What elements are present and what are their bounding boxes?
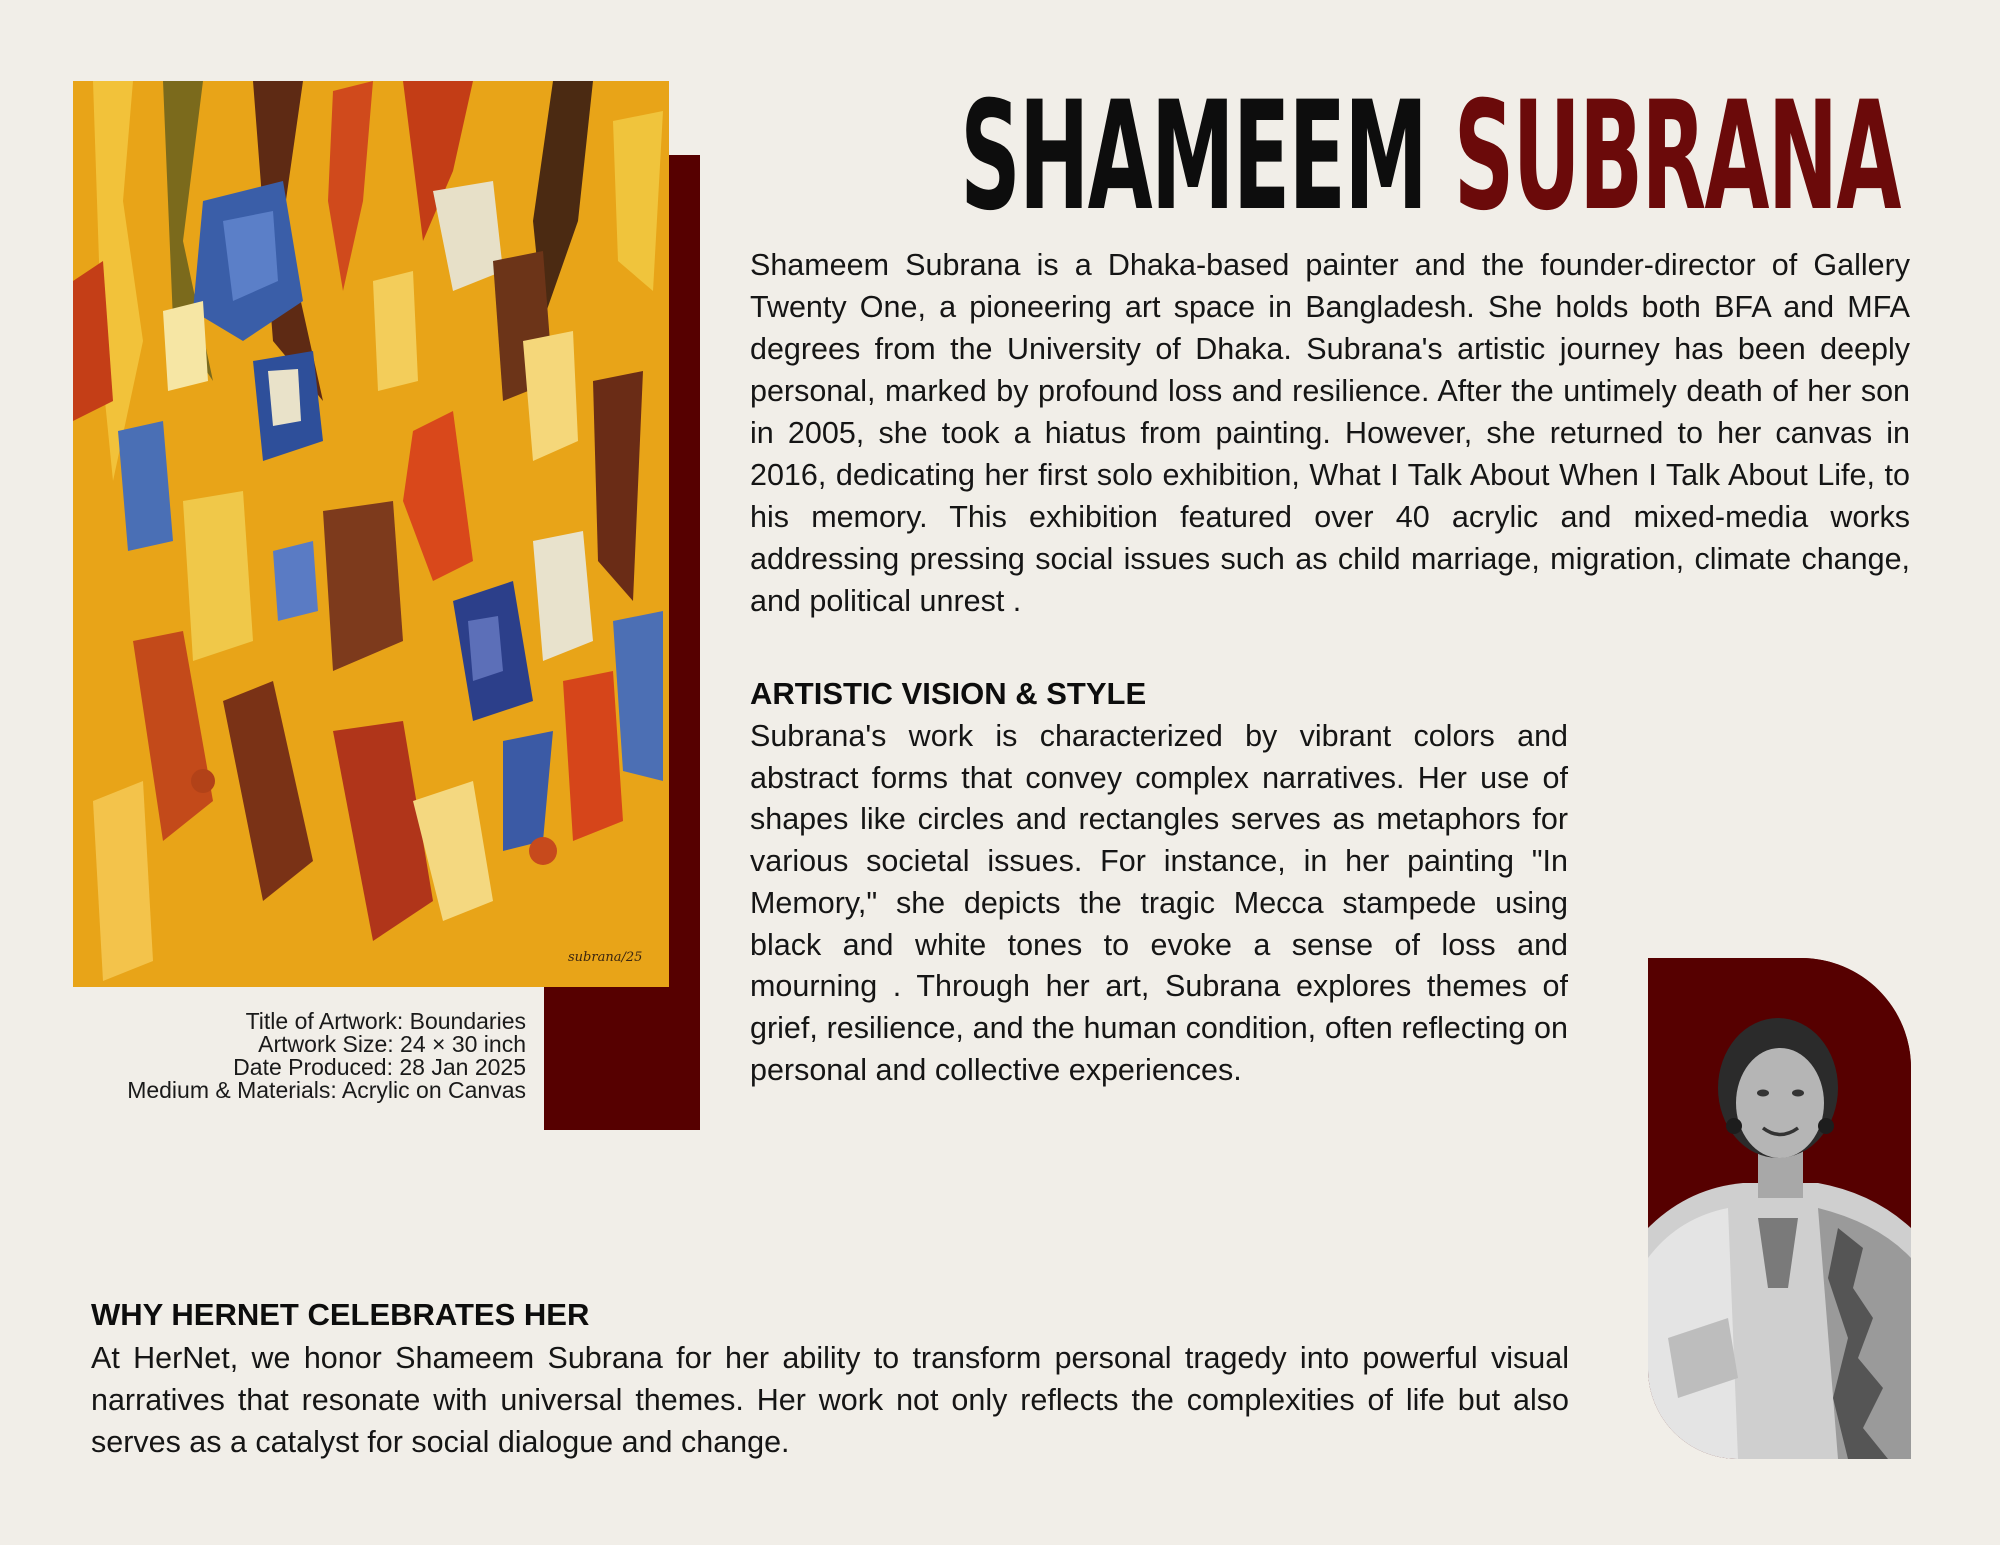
artist-bio: Shameem Subrana is a Dhaka-based painter and the founder-director of Gallery Twenty One, a pioneering art space in Bangladesh. She holds both BFA and MFA degrees from the University of Dhaka. Subrana's artistic journey has been deeply personal, marked by profound loss and resilience. After the untimely death of her son in 2005, she took a hiatus from painting. However, she returned to her canvas in 2016, dedicating her first solo exhibition, What I Talk About When I Talk About Life, to his memory. This exhibition featured over 40 acrylic and mixed-media works addressing pressing social issues such as child marriage, migration, climate change, and political unrest .: [750, 248, 1910, 618]
why-heading: WHY HERNET CELEBRATES HER: [91, 1297, 590, 1332]
vision-text: Subrana's work is characterized by vibrant colors and abstract forms that convey complex narratives. Her use of shapes like circles and rectangles serves as metaphors for various societal issues. For instance, in her painting "In Memory," she depicts the tragic Mecca stampede using black and white tones to evoke a sense of loss and mourning . Through her art, Subrana explores themes of grief, resilience, and the human condition, often reflecting on personal and collective experiences.: [750, 719, 1568, 1087]
artist-first-name: SHAMEEM: [960, 70, 1427, 244]
artist-portrait-photo: [1648, 958, 1911, 1459]
artist-name-title: [960, 70, 1900, 244]
artwork-painting: [73, 81, 669, 987]
vision-heading: ARTISTIC VISION & STYLE: [750, 676, 1147, 711]
artist-last-name: SUBRANA: [1454, 70, 1900, 244]
why-text: At HerNet, we honor Shameem Subrana for her ability to transform personal tragedy into powerful visual narratives that resonate with universal themes. Her work not only reflects the complexities of life but also serves as a catalyst for social dialogue and change.: [91, 1341, 1569, 1459]
artwork-medium: Medium & Materials: Acrylic on Canvas: [127, 1077, 526, 1103]
abstract-painting-image: [73, 81, 669, 987]
artwork-title: Title of Artwork: Boundaries: [245, 1008, 526, 1034]
artwork-size: Artwork Size: 24 × 30 inch: [258, 1031, 526, 1057]
artwork-date: Date Produced: 28 Jan 2025: [233, 1054, 526, 1080]
artwork-caption: [60, 1010, 526, 1102]
artist-portrait-frame: [1648, 958, 1911, 1459]
artwork-signature: subrana/25: [568, 950, 643, 965]
